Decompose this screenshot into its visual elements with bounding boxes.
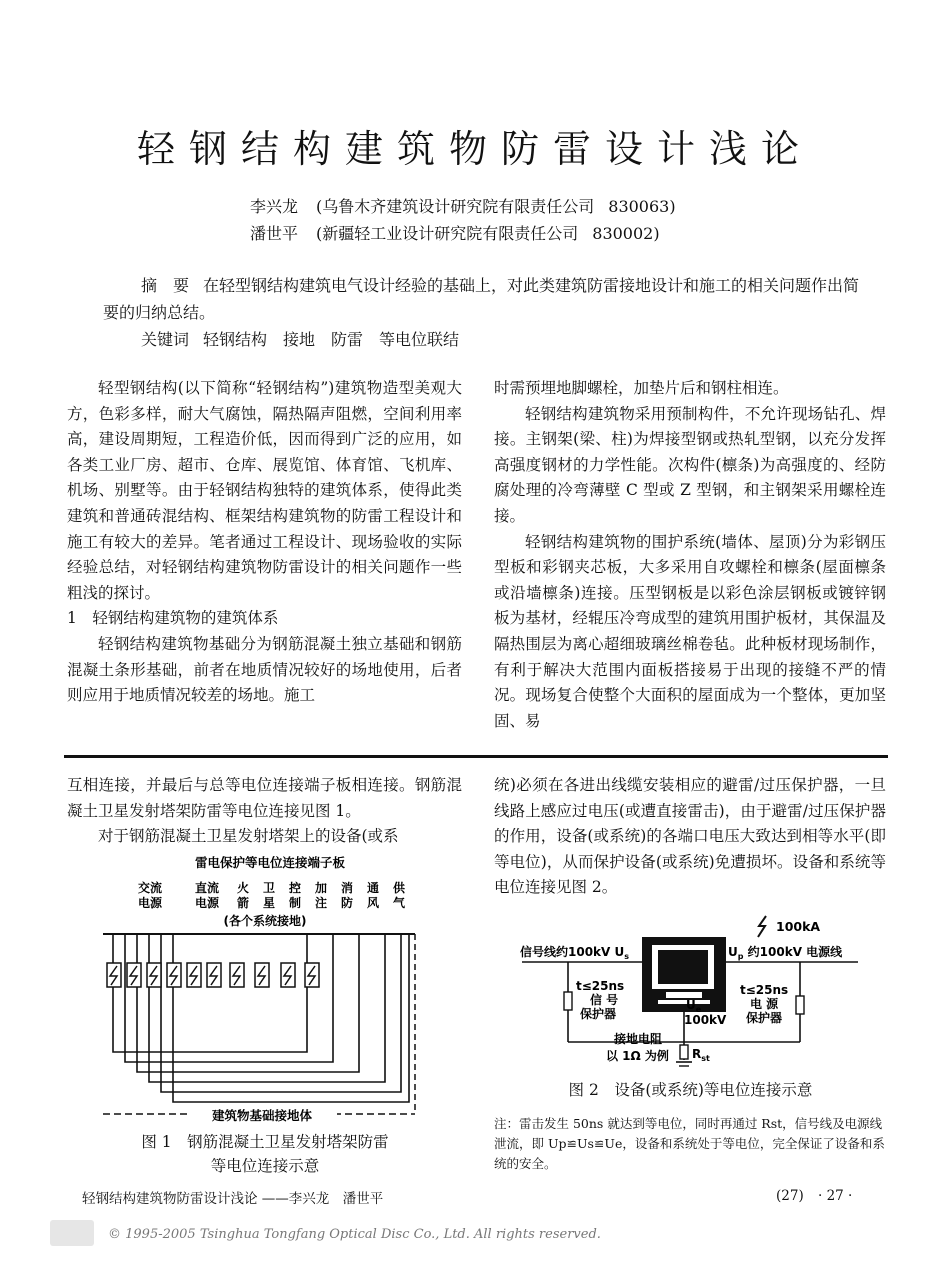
fig2-ue: U [686,998,696,1012]
fig1-label: 星 [262,896,276,910]
fig2-power-rest: 约100kV 电源线 [743,945,843,959]
author-name: 潘世平 [250,224,299,243]
svg-text:Up 约100kV 电源线 [728,944,843,961]
fig1-ground: 建筑物基础接地体 [211,1108,313,1123]
figure-1-diagram [95,852,435,1130]
fig2-sig-prot: 信 号 [590,993,619,1007]
lower-left-column [67,773,462,850]
fig1-sub: (各个系统接地) [223,914,307,928]
fig1-label: 火 [236,881,250,895]
upper-left-column [67,376,462,709]
fig2-signal: 信号线约100kV U [520,945,625,959]
fig2-power-sub: p [737,952,744,961]
keywords [141,326,459,353]
fig1-label: 加 [314,881,328,895]
caption-line: 图 1 钢筋混凝土卫星发射塔架防雷 [141,1133,389,1151]
page-number: · 27 · [818,1188,853,1204]
fig1-label: 控 [288,881,302,895]
caption-line: 等电位连接示意 [210,1157,320,1175]
author-affiliation: (乌鲁木齐建筑设计研究院有限责任公司 [316,197,595,216]
fig1-label: 直流 [194,881,220,895]
fig2-power: U [728,945,738,959]
fig2-pow-prot: 电 源 [750,997,779,1011]
paper-title: 轻钢结构建筑物防雷设计浅论 [136,127,813,171]
fig1-label: 风 [366,896,380,910]
fig1-label: 箭 [236,896,250,910]
running-footer: 轻钢结构建筑物防雷设计浅论 ——李兴龙 潘世平 [82,1191,384,1207]
figure-2-note: 注：雷击发生 50ns 就达到等电位，同时再通过 Rst，信号线及电源线泄流，即 Up≌Us≌Ue，设备和系统处于等电位，完全保证了设备和系统的安全。 [494,1116,885,1171]
copyright-notice: © 1995-2005 Tsinghua Tongfang Optical Disc Co., Ltd. All rights reserved. [108,1227,601,1242]
abstract-label: 摘 要 [141,276,190,295]
abstract-text: 在轻型钢结构建筑电气设计经验的基础上，对此类建筑防雷接地设计和施工的相关问题作出简要的归纳总结。 [103,276,860,322]
fig1-label: 注 [314,896,328,910]
paragraph: 轻型钢结构(以下简称“轻钢结构”)建筑物造型美观大方，色彩多样，耐大气腐蚀，隔热隔声阻燃，空间利用率高，建设周期短，工程造价低，因而得到广泛的应用，如各类工业厂房、超市、仓库、展览馆、体育馆、飞机库、机场、别墅等。由于轻钢结构独特的建筑体系，使得此类建筑和普通砖混结构、框架结构建筑物的防雷工程设计和施工有较大的差异。笔者通过工程设计、现场验收的实际经验总结，对轻钢结构建筑物防雷设计的相关问题作一些粗浅的探讨。 [67,379,462,602]
author-affiliation: (新疆轻工业设计研究院有限责任公司 [316,224,579,243]
fig2-t-right: t≤25ns [740,983,789,997]
upper-right-column [494,376,886,734]
paragraph: 统)必须在各进出线缆安装相应的避雷/过压保护器，一旦线路上感应过电压(或遭直接雷击)，由于避雷/过压保护器的作用，设备(或系统)的各端口电压大致达到相等水平(即等电位)，从而保护设备(或系统)免遭损坏。设备和系统等电位连接见图 2。 [494,776,886,897]
paragraph: 时需预埋地脚螺栓，加垫片后和钢柱相连。 [494,379,789,397]
figure-2-caption: 图 2 设备(或系统)等电位连接示意 [568,1081,813,1099]
keywords-label: 关键词 [141,330,190,349]
svg-text:Rst [692,1047,710,1063]
fig2-r-sub: st [701,1054,710,1063]
figure-2-diagram [518,912,863,1072]
fig2-strike: 100kA [776,919,821,934]
fig2-ue-val: 100kV [684,1013,727,1027]
figure-1-caption [95,1130,435,1178]
author-name: 李兴龙 [250,197,299,216]
keywords-text: 轻钢结构 接地 防雷 等电位联结 [203,330,460,349]
svg-text:信号线约100kV Us [520,944,629,961]
postal-code: 830002) [592,224,660,243]
fig2-signal-sub: s [624,952,630,961]
fig1-label: 制 [288,896,302,910]
fig1-label: 电源 [194,896,220,910]
paragraph: 轻钢结构建筑物采用预制构件，不允许现场钻孔、焊接。主钢架(梁、柱)为焊接型钢或热轧型钢，以充分发挥高强度钢材的力学性能。次构件(檩条)为高强度的、经防腐处理的冷弯薄壁 C 型或 Z 型钢，和主钢架采用螺栓连接。 [494,404,886,525]
lower-right-column [494,773,886,901]
author-line-1 [250,194,676,217]
section-heading: 1 轻钢结构建筑物的建筑体系 [67,609,279,628]
issue-number: (27) [776,1188,804,1204]
fig1-label: 气 [392,896,406,910]
fig1-label: 供 [392,881,406,895]
fig2-earth: 以 1Ω 为例 [606,1049,669,1063]
publisher-logo-icon [50,1220,94,1246]
paragraph: 轻钢结构建筑物的围护系统(墙体、屋顶)分为彩钢压型板和彩钢夹芯板，大多采用自攻螺栓和檩条(屋面檩条或沿墙檩条)连接。压型钢板是以彩色涂层钢板或镀锌钢板为基材，经辊压冷弯成型的建筑用围护板材，其保温及隔热围层为离心超细玻璃丝棉卷毡。此种板材现场制作，有利于解决大范围内面板搭接易于出现的接缝不严的情况。现场复合使整个大面积的屋面成为一个整体，更加坚固、易 [494,532,886,730]
fig2-sig-prot: 保护器 [580,1007,617,1021]
fig1-label: 通 [366,881,380,895]
fig1-label: 消 [340,881,354,895]
fig2-pow-prot: 保护器 [746,1011,783,1025]
fig1-label: 交流 [137,881,163,895]
paragraph: 对于钢筋混凝土卫星发射塔架上的设备(或系 [98,827,399,846]
fig2-ue-sub: e [695,1005,702,1014]
abstract [103,272,863,326]
fig1-title: 雷电保护等电位连接端子板 [194,855,346,870]
fig1-label: 防 [340,896,354,910]
paragraph: 互相连接，并最后与总等电位连接端子板相连接。钢筋混凝土卫星发射塔架防雷等电位连接见图 1。 [67,776,462,820]
fig2-earth: 接地电阻 [614,1032,663,1046]
paragraph: 轻钢结构建筑物基础分为钢筋混凝土独立基础和钢筋混凝土条形基础，前者在地质情况较好的场地使用，后者则应用于地质情况较差的场地。施工 [67,634,462,705]
author-line-2 [250,221,660,244]
fig2-r: R [692,1047,702,1061]
lightning-icon [758,916,766,937]
postal-code: 830063) [608,197,676,216]
fig2-t-left: t≤25ns [576,979,625,993]
section-divider [64,755,888,758]
fig1-label: 电源 [137,896,163,910]
fig1-label: 卫 [262,881,276,895]
